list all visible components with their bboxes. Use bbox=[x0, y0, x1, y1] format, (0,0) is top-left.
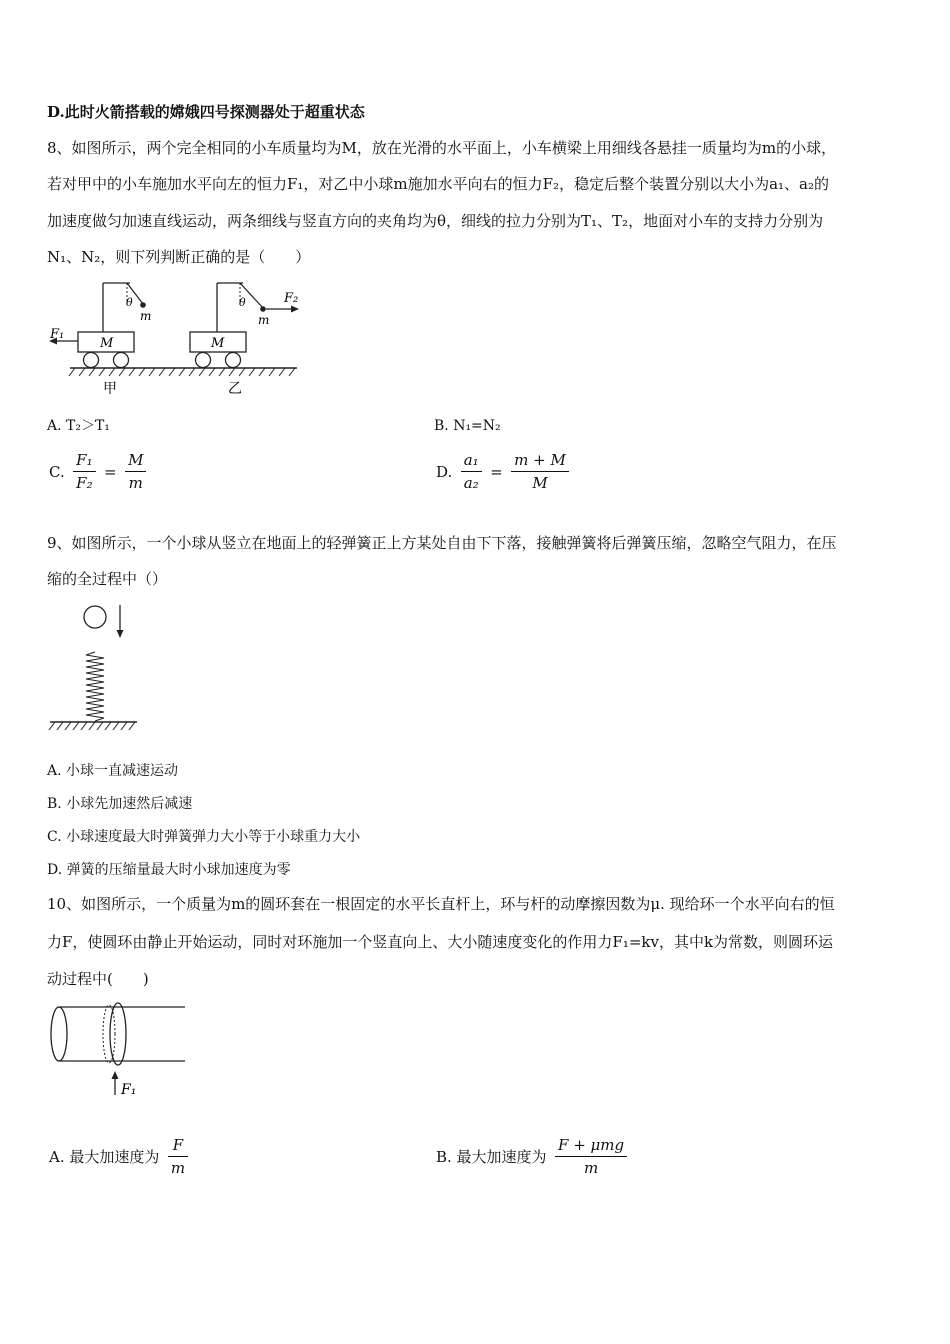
cart-jia-mass-label: M bbox=[100, 336, 114, 351]
q8-c-rhs-num: M bbox=[125, 450, 146, 472]
ball-yi-mass-label: m bbox=[258, 313, 270, 327]
force-f1-label: F₁ bbox=[50, 327, 65, 342]
theta-label-jia: θ bbox=[126, 296, 133, 309]
spring-coil bbox=[86, 652, 104, 721]
ball-jia bbox=[140, 302, 146, 308]
q8-c-lhs-den: F₂ bbox=[76, 474, 93, 492]
cart-yi-label: 乙 bbox=[228, 381, 242, 397]
q10-option-b-frac bbox=[555, 1135, 627, 1178]
q8-d-equals: = bbox=[490, 462, 503, 481]
q9-option-d: D. 弹簧的压缩量最大时小球加速度为零 bbox=[47, 862, 291, 878]
q8-text-line-3: 加速度做匀加速直线运动，两条细线与竖直方向的夹角均为θ，细线的拉力分别为T₁、T₂，地面对小车的支持力分别为 bbox=[47, 212, 824, 230]
q9-text-line-1: 9、如图所示，一个小球从竖立在地面上的轻弹簧正上方某处自由下下落，接触弹簧将后弹簧压缩，忽略空气阻力，在压 bbox=[47, 534, 837, 552]
q8-d-lhs-den: a₂ bbox=[463, 474, 479, 492]
ball-jia-mass-label: m bbox=[140, 309, 152, 323]
q8-c-lhs-num: F₁ bbox=[73, 450, 95, 472]
q10-a-den: m bbox=[170, 1159, 186, 1177]
ball-yi bbox=[260, 306, 266, 312]
cart-yi-wheel-left bbox=[196, 353, 211, 368]
q8-c-rhs-den: m bbox=[128, 474, 143, 492]
q9-option-a: A. 小球一直减速运动 bbox=[47, 763, 179, 779]
q8-text-line-4: N₁、N₂，则下列判断正确的是（ ） bbox=[47, 248, 311, 266]
q8-c-equals: = bbox=[104, 462, 117, 481]
q7-option-d: D.此时火箭搭载的嫦娥四号探测器处于超重状态 bbox=[47, 103, 365, 121]
q9-figure-spring bbox=[45, 600, 145, 740]
cart-jia-wheel-right bbox=[114, 353, 129, 368]
q8-figure-carts bbox=[45, 280, 305, 400]
q8-d-rhs-num: m + M bbox=[511, 450, 569, 472]
q10-text-line-2: 力F，使圆环由静止开始运动，同时对环施加一个竖直向上、大小随速度变化的作用力F₁=kv，其中k为常数，则圆环运 bbox=[47, 933, 834, 951]
q8-option-c bbox=[47, 450, 148, 493]
q8-option-c-lhs bbox=[73, 450, 95, 493]
q10-option-a-frac bbox=[168, 1135, 188, 1178]
up-arrow-icon bbox=[112, 1071, 119, 1079]
rod-end bbox=[51, 1007, 67, 1061]
q10-b-den: m bbox=[583, 1159, 599, 1177]
q8-option-c-rhs bbox=[125, 450, 146, 493]
q8-d-rhs-den: M bbox=[532, 474, 548, 492]
force-f1-label-q10: F₁ bbox=[121, 1082, 137, 1098]
theta-label-yi: θ bbox=[239, 296, 246, 309]
q8-option-b: B. N₁=N₂ bbox=[434, 418, 501, 434]
cart-yi-mass-label: M bbox=[211, 336, 225, 351]
q8-text-line-1: 8、如图所示，两个完全相同的小车质量均为M，放在光滑的水平面上，小车横梁上用细线各悬挂一质量均为m的小球， bbox=[47, 139, 837, 157]
q8-option-a: A. T₂＞T₁ bbox=[47, 418, 110, 434]
q10-option-a-prefix: A. 最大加速度为 bbox=[49, 1147, 160, 1166]
cart-jia-wheel-left bbox=[84, 353, 99, 368]
cart-yi-wheel-right bbox=[226, 353, 241, 368]
q8-d-lhs-num: a₁ bbox=[461, 450, 482, 472]
ring bbox=[110, 1003, 126, 1065]
q9-option-c: C. 小球速度最大时弹簧弹力大小等于小球重力大小 bbox=[47, 829, 361, 845]
cart-jia-label: 甲 bbox=[103, 381, 117, 397]
q8-option-c-prefix: C. bbox=[49, 462, 65, 481]
q8-text-line-2: 若对甲中的小车施加水平向左的恒力F₁，对乙中小球m施加水平向右的恒力F₂，稳定后整个装置分别以大小为a₁、a₂的 bbox=[47, 175, 829, 193]
q10-figure-rod-ring bbox=[45, 1000, 195, 1110]
q10-option-b bbox=[434, 1135, 629, 1178]
q10-option-b-prefix: B. 最大加速度为 bbox=[436, 1147, 547, 1166]
down-arrow-icon bbox=[117, 630, 124, 638]
falling-ball bbox=[84, 606, 106, 628]
q8-option-d-lhs bbox=[461, 450, 482, 493]
q10-text-line-1: 10、如图所示，一个质量为m的圆环套在一根固定的水平长直杆上，环与杆的动摩擦因数为μ. 现给环一个水平向右的恒 bbox=[47, 895, 835, 913]
ring-back bbox=[103, 1005, 115, 1063]
q10-text-line-3: 动过程中( ) bbox=[47, 970, 149, 988]
q10-option-a bbox=[47, 1135, 190, 1178]
q10-b-num: F + μmg bbox=[555, 1135, 627, 1157]
q8-option-d bbox=[434, 450, 571, 493]
force-f2-label: F₂ bbox=[284, 291, 299, 306]
q9-option-b: B. 小球先加速然后减速 bbox=[47, 796, 193, 812]
q8-option-d-rhs bbox=[511, 450, 569, 493]
q8-option-d-prefix: D. bbox=[436, 462, 453, 481]
q10-a-num: F bbox=[168, 1135, 188, 1157]
q9-text-line-2: 缩的全过程中（） bbox=[47, 570, 168, 588]
